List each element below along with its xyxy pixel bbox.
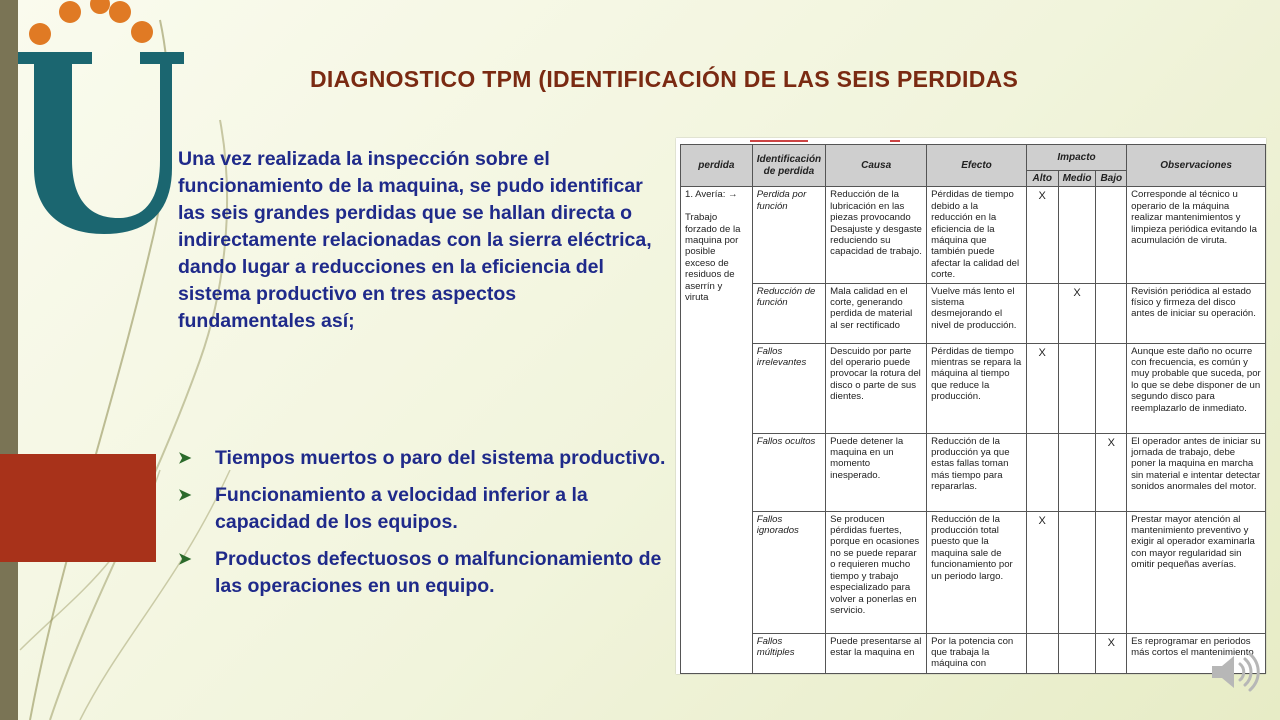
arrow-bullet-icon: ➤	[178, 487, 192, 504]
header-bajo: Bajo	[1096, 171, 1127, 187]
table-row	[681, 187, 1266, 283]
alto-cell	[1026, 283, 1058, 343]
causa-cell: Descuido por parte del operario puede provocar la rotura del disco o parte de sus dientes.	[826, 343, 927, 433]
medio-cell	[1058, 511, 1096, 633]
tipo-cell: Fallos ignorados	[752, 511, 825, 633]
bullet-text: Funcionamiento a velocidad inferior a la capacidad de los equipos.	[215, 484, 588, 533]
slide-title: DIAGNOSTICO TPM (IDENTIFICACIÓN DE LAS SEIS PERDIDAS	[310, 66, 1019, 92]
intro-paragraph: Una vez realizada la inspección sobre el funcionamiento de la maquina, se pudo identificar las seis grandes perdidas que se hallan directa o indirectamente relacionadas con la sierra eléctrica, dando lugar a reducciones en la eficiencia del sistema productivo en tres aspectos fundamentales así;	[178, 148, 652, 332]
tipo-cell: Reducción de función	[752, 283, 825, 343]
medio-cell	[1058, 187, 1096, 283]
efecto-cell: Pérdidas de tiempo mientras se repara la máquina al tiempo que reduce la producción.	[927, 343, 1027, 433]
efecto-cell: Reducción de la producción total puesto que la maquina sale de funcionamiento por un periodo largo.	[927, 511, 1027, 633]
red-arrow-block	[0, 454, 156, 562]
bullet-text: Tiempos muertos o paro del sistema productivo.	[215, 447, 666, 469]
bullet-list	[178, 445, 668, 610]
medio-cell	[1058, 633, 1096, 673]
table-row	[681, 511, 1266, 633]
bajo-cell	[1096, 511, 1127, 633]
header-perdida: perdida	[681, 145, 753, 187]
observaciones-cell: Corresponde al técnico u operario de la máquina realizar mantenimientos y limpieza periódica evitando la acumulación de viruta.	[1127, 187, 1266, 283]
header-impacto: Impacto	[1026, 145, 1126, 171]
causa-cell: Se producen pérdidas fuertes, porque en ocasiones no se puede reparar o requieren mucho tiempo y trabajo especializado para volver a ponerlas en servicio.	[826, 511, 927, 633]
tpm-table-image	[676, 138, 1266, 674]
header-alto: Alto	[1026, 171, 1058, 187]
observaciones-cell: El operador antes de iniciar su jornada de trabajo, debe poner la maquina en marcha sin material e intentar detectar sonidos anormales del motor.	[1127, 433, 1266, 511]
header-medio: Medio	[1058, 171, 1096, 187]
medio-cell: X	[1058, 283, 1096, 343]
table-row	[681, 433, 1266, 511]
bajo-cell	[1096, 283, 1127, 343]
bajo-cell	[1096, 343, 1127, 433]
causa-cell: Mala calidad en el corte, generando perdida de material al ser rectificado	[826, 283, 927, 343]
header-causa: Causa	[826, 145, 927, 187]
bajo-cell: X	[1096, 433, 1127, 511]
observaciones-cell: Es reprogramar en periodos más cortos el mantenimiento	[1127, 633, 1266, 673]
alto-cell: X	[1026, 511, 1058, 633]
observaciones-cell: Revisión periódica al estado físico y firmeza del disco antes de iniciar su operación.	[1127, 283, 1266, 343]
bullet-item	[178, 482, 668, 536]
efecto-cell: Reducción de la producción ya que estas fallas toman más tiempo para repararlas.	[927, 433, 1027, 511]
efecto-cell: Pérdidas de tiempo debido a la reducción en la eficiencia de la máquina que también puede afectar la calidad del corte.	[927, 187, 1027, 283]
perdida-cell: 1. Avería: → Trabajo forzado de la maquina por posible exceso de residuos de aserrín y viruta	[681, 187, 753, 673]
tipo-cell: Perdida por función	[752, 187, 825, 283]
alto-cell: X	[1026, 187, 1058, 283]
causa-cell: Puede detener la maquina en un momento inesperado.	[826, 433, 927, 511]
table-row	[681, 283, 1266, 343]
efecto-cell: Por la potencia con que trabaja la máquina con	[927, 633, 1027, 673]
header-identificacion: Identificación de perdida	[752, 145, 825, 187]
causa-cell: Puede presentarse al estar la maquina en	[826, 633, 927, 673]
table-row	[681, 343, 1266, 433]
tpm-losses-table	[680, 144, 1266, 674]
university-u-logo	[0, 0, 200, 240]
arrow-bullet-icon: ➤	[178, 450, 192, 467]
table-row	[681, 633, 1266, 673]
medio-cell	[1058, 343, 1096, 433]
alto-cell	[1026, 433, 1058, 511]
header-efecto: Efecto	[927, 145, 1027, 187]
tipo-cell: Fallos irrelevantes	[752, 343, 825, 433]
alto-cell: X	[1026, 343, 1058, 433]
tipo-cell: Fallos ocultos	[752, 433, 825, 511]
speaker-icon[interactable]	[1206, 644, 1262, 700]
bajo-cell	[1096, 187, 1127, 283]
observaciones-cell: Aunque este daño no ocurre con frecuencia, es común y muy probable que suceda, por lo que se debe disponer de un segundo disco para reemplazarlo de inmediato.	[1127, 343, 1266, 433]
tipo-cell: Fallos múltiples	[752, 633, 825, 673]
causa-cell: Reducción de la lubricación en las piezas provocando Desajuste y desgaste reduciendo su capacidad de trabajo.	[826, 187, 927, 283]
bajo-cell: X	[1096, 633, 1127, 673]
medio-cell	[1058, 433, 1096, 511]
bullet-text: Productos defectuosos o malfuncionamiento de las operaciones en un equipo.	[215, 548, 662, 597]
header-observaciones: Observaciones	[1127, 145, 1266, 187]
arrow-bullet-icon: ➤	[178, 551, 192, 568]
alto-cell	[1026, 633, 1058, 673]
bullet-item	[178, 445, 668, 472]
observaciones-cell: Prestar mayor atención al mantenimiento preventivo y exigir al operador examinarla con mayor regularidad sin omitir pequeñas averías.	[1127, 511, 1266, 633]
efecto-cell: Vuelve más lento el sistema desmejorando el nivel de producción.	[927, 283, 1027, 343]
bullet-item	[178, 546, 668, 600]
